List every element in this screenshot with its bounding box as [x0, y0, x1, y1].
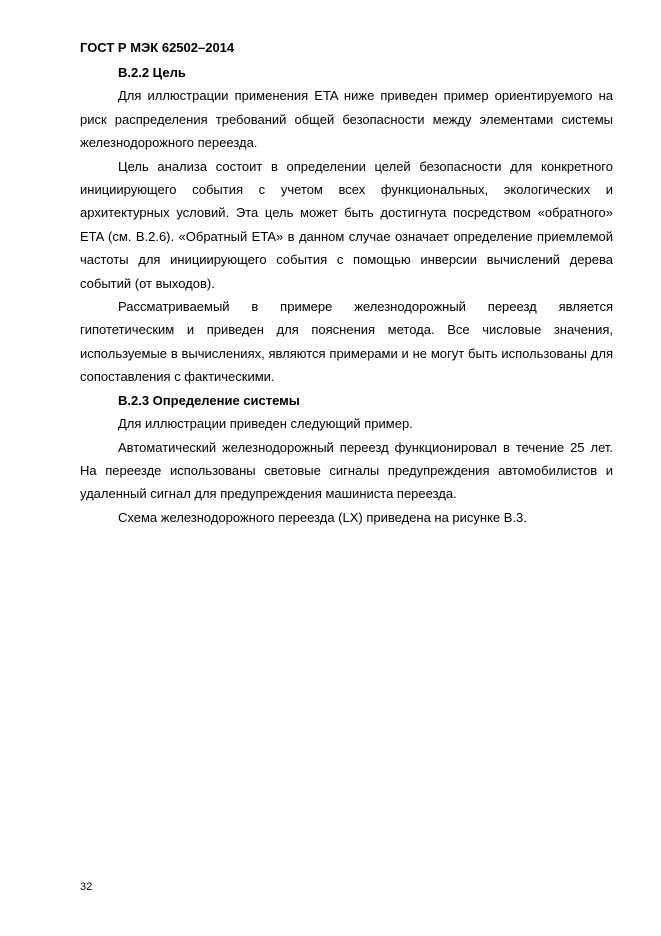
- document-header: ГОСТ Р МЭК 62502–2014: [80, 40, 235, 55]
- page-content: [80, 61, 613, 529]
- paragraph: Схема железнодорожного переезда (LX) приведена на рисунке B.3.: [118, 509, 527, 525]
- section-heading-system-definition: B.2.3 Определение системы: [118, 392, 300, 408]
- paragraph: Автоматический железнодорожный переезд функционировал в течение 25 лет. На переезде использованы световые сигналы предупреждения автомобилистов и удаленный сигнал для предупреждения машиниста переезда.: [80, 439, 613, 502]
- paragraph: Для иллюстрации применения ETA ниже приведен пример ориентируемого на риск распределения требований общей безопасности между элементами системы железнодорожного переезда.: [80, 88, 613, 151]
- page-number: 32: [80, 881, 93, 893]
- paragraph: Рассматриваемый в примере железнодорожный переезд является гипотетическим и приведен для пояснения метода. Все числовые значения, используемые в вычислениях, являются примерами и не могут быть использованы для сопоставления с фактическими.: [80, 299, 613, 385]
- section-heading-goal: B.2.2 Цель: [118, 65, 186, 80]
- paragraph: Цель анализа состоит в определении целей безопасности для конкретного инициирующего события с учетом всех функциональных, экологических и архитектурных условий. Эта цель может быть достигнута посредством «обратного» ETA (см. B.2.6). «Обратный ETA» в данном случае означает определение приемлемой частоты для инициирующего события с помощью инверсии вычислений дерева событий (от выходов).: [80, 158, 613, 291]
- paragraph: Для иллюстрации приведен следующий пример.: [118, 416, 413, 432]
